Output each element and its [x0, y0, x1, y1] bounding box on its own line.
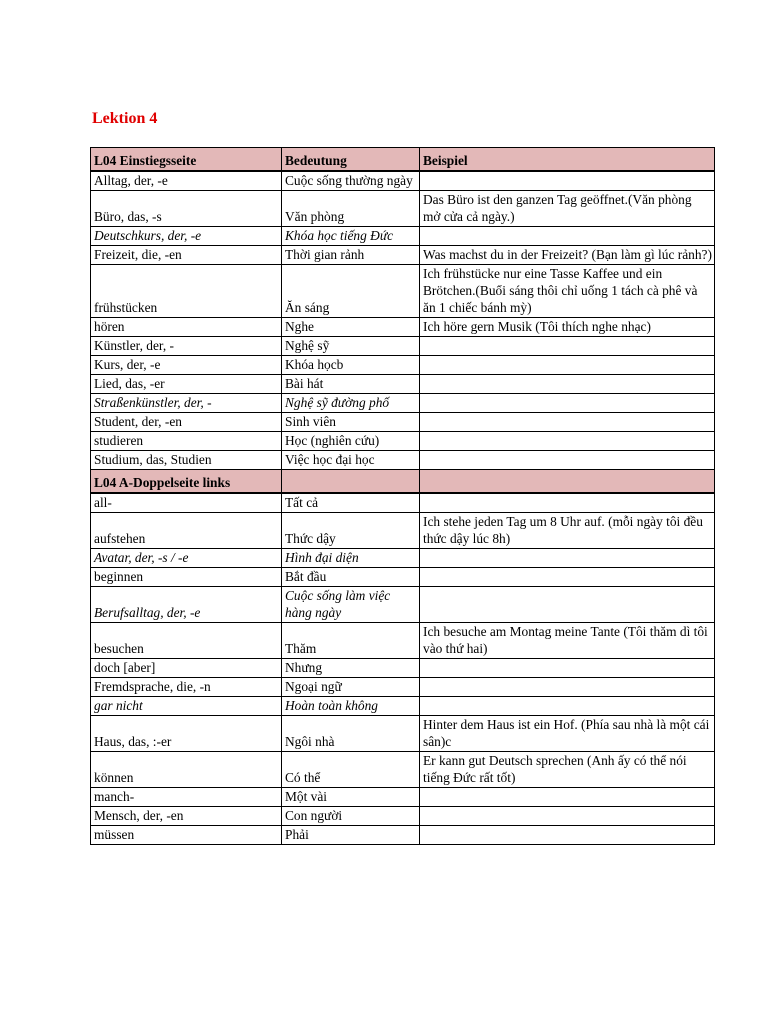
vocab-example-cell: Ich höre gern Musik (Tôi thích nghe nhạc): [420, 318, 715, 337]
vocab-meaning-cell: Nghệ sỹ: [282, 337, 420, 356]
vocab-meaning-cell: Ngôi nhà: [282, 716, 420, 752]
vocab-row: [91, 623, 715, 659]
vocab-word-cell: Künstler, der, -: [91, 337, 282, 356]
vocab-meaning-cell: Có thể: [282, 752, 420, 788]
vocab-meaning-cell: Nghệ sỹ đường phố: [282, 394, 420, 413]
vocab-example-cell: [420, 451, 715, 470]
vocab-word-cell: Kurs, der, -e: [91, 356, 282, 375]
vocab-row: [91, 493, 715, 513]
vocabulary-table: [90, 147, 715, 845]
vocab-word-cell: können: [91, 752, 282, 788]
vocab-row: [91, 191, 715, 227]
vocab-example-cell: Ich frühstücke nur eine Tasse Kaffee und ein Brötchen.(Buổi sáng thôi chỉ uống 1 tách cà phê và ăn 1 chiếc bánh mỳ): [420, 265, 715, 318]
vocab-word-cell: Berufsalltag, der, -e: [91, 587, 282, 623]
vocab-row: [91, 375, 715, 394]
section-meaning-header: [282, 470, 420, 494]
vocab-word-cell: doch [aber]: [91, 659, 282, 678]
vocab-row: [91, 394, 715, 413]
vocab-row: [91, 171, 715, 191]
vocab-row: [91, 678, 715, 697]
vocab-meaning-cell: Ngoại ngữ: [282, 678, 420, 697]
vocab-example-cell: [420, 356, 715, 375]
vocab-meaning-cell: Khóa học tiếng Đức: [282, 227, 420, 246]
vocab-meaning-cell: Thăm: [282, 623, 420, 659]
vocab-word-cell: Freizeit, die, -en: [91, 246, 282, 265]
vocab-example-cell: [420, 587, 715, 623]
vocab-word-cell: Straßenkünstler, der, -: [91, 394, 282, 413]
vocabulary-table-body: [91, 148, 715, 845]
vocab-meaning-cell: Cuộc sống thường ngày: [282, 171, 420, 191]
vocab-meaning-cell: Thức dậy: [282, 513, 420, 549]
vocab-example-cell: [420, 826, 715, 845]
vocab-word-cell: Haus, das, :-er: [91, 716, 282, 752]
vocab-example-cell: [420, 493, 715, 513]
vocab-example-cell: [420, 432, 715, 451]
vocab-meaning-cell: Nghe: [282, 318, 420, 337]
vocab-meaning-cell: Ăn sáng: [282, 265, 420, 318]
vocab-row: [91, 752, 715, 788]
vocab-example-cell: Was machst du in der Freizeit? (Bạn làm gì lúc rảnh?): [420, 246, 715, 265]
vocab-word-cell: Lied, das, -er: [91, 375, 282, 394]
vocab-meaning-cell: Sinh viên: [282, 413, 420, 432]
vocab-example-cell: [420, 568, 715, 587]
vocab-meaning-cell: Hình đại diện: [282, 549, 420, 568]
vocab-word-cell: Studium, das, Studien: [91, 451, 282, 470]
section-example-header: [420, 470, 715, 494]
vocab-example-cell: [420, 394, 715, 413]
vocab-word-cell: Fremdsprache, die, -n: [91, 678, 282, 697]
vocab-meaning-cell: Văn phòng: [282, 191, 420, 227]
vocab-meaning-cell: Hoàn toàn không: [282, 697, 420, 716]
vocab-word-cell: Alltag, der, -e: [91, 171, 282, 191]
vocab-meaning-cell: Bắt đầu: [282, 568, 420, 587]
lesson-title: Lektion 4: [92, 110, 158, 127]
vocab-example-cell: [420, 659, 715, 678]
vocab-word-cell: Avatar, der, -s / -e: [91, 549, 282, 568]
vocab-row: [91, 246, 715, 265]
vocab-meaning-cell: Việc học đại học: [282, 451, 420, 470]
section-header-row: [91, 148, 715, 172]
vocab-word-cell: Büro, das, -s: [91, 191, 282, 227]
vocab-meaning-cell: Cuộc sống làm việc hàng ngày: [282, 587, 420, 623]
vocab-example-cell: [420, 697, 715, 716]
vocab-row: [91, 451, 715, 470]
vocab-meaning-cell: Bài hát: [282, 375, 420, 394]
vocab-meaning-cell: Học (nghiên cứu): [282, 432, 420, 451]
vocab-row: [91, 826, 715, 845]
vocab-meaning-cell: Khóa họcb: [282, 356, 420, 375]
vocab-example-cell: [420, 227, 715, 246]
vocab-example-cell: Er kann gut Deutsch sprechen (Anh ấy có thể nói tiếng Đức rất tốt): [420, 752, 715, 788]
vocab-row: [91, 697, 715, 716]
vocab-example-cell: [420, 413, 715, 432]
vocab-word-cell: Student, der, -en: [91, 413, 282, 432]
vocab-word-cell: frühstücken: [91, 265, 282, 318]
vocab-word-cell: all-: [91, 493, 282, 513]
vocab-row: [91, 568, 715, 587]
vocab-word-cell: studieren: [91, 432, 282, 451]
vocab-example-cell: [420, 807, 715, 826]
vocab-meaning-cell: Con người: [282, 807, 420, 826]
vocab-meaning-cell: Tất cả: [282, 493, 420, 513]
vocab-word-cell: beginnen: [91, 568, 282, 587]
vocab-example-cell: [420, 375, 715, 394]
vocab-row: [91, 227, 715, 246]
vocab-word-cell: manch-: [91, 788, 282, 807]
vocab-meaning-cell: Phải: [282, 826, 420, 845]
vocab-word-cell: aufstehen: [91, 513, 282, 549]
vocab-row: [91, 318, 715, 337]
vocab-row: [91, 659, 715, 678]
vocab-word-cell: besuchen: [91, 623, 282, 659]
vocab-row: [91, 337, 715, 356]
vocab-row: [91, 265, 715, 318]
vocab-meaning-cell: Một vài: [282, 788, 420, 807]
vocab-row: [91, 807, 715, 826]
vocab-word-cell: Mensch, der, -en: [91, 807, 282, 826]
section-header-row: [91, 470, 715, 494]
vocab-word-cell: hören: [91, 318, 282, 337]
vocab-row: [91, 587, 715, 623]
section-word-header: L04 A-Doppelseite links: [91, 470, 282, 494]
vocab-row: [91, 432, 715, 451]
vocab-row: [91, 413, 715, 432]
vocab-example-cell: Ich stehe jeden Tag um 8 Uhr auf. (mỗi ngày tôi đều thức dậy lúc 8h): [420, 513, 715, 549]
vocab-row: [91, 716, 715, 752]
vocab-example-cell: Das Büro ist den ganzen Tag geöffnet.(Văn phòng mở cửa cả ngày.): [420, 191, 715, 227]
vocab-word-cell: müssen: [91, 826, 282, 845]
vocab-row: [91, 549, 715, 568]
vocab-word-cell: Deutschkurs, der, -e: [91, 227, 282, 246]
vocab-example-cell: [420, 678, 715, 697]
vocab-row: [91, 788, 715, 807]
vocab-row: [91, 513, 715, 549]
vocab-meaning-cell: Thời gian rảnh: [282, 246, 420, 265]
vocab-example-cell: [420, 549, 715, 568]
section-word-header: L04 Einstiegsseite: [91, 148, 282, 172]
section-example-header: Beispiel: [420, 148, 715, 172]
vocab-meaning-cell: Nhưng: [282, 659, 420, 678]
vocab-example-cell: [420, 337, 715, 356]
vocab-example-cell: [420, 788, 715, 807]
vocab-example-cell: Ich besuche am Montag meine Tante (Tôi thăm dì tôi vào thứ hai): [420, 623, 715, 659]
vocab-word-cell: gar nicht: [91, 697, 282, 716]
section-meaning-header: Bedeutung: [282, 148, 420, 172]
vocab-example-cell: [420, 171, 715, 191]
vocab-row: [91, 356, 715, 375]
vocab-example-cell: Hinter dem Haus ist ein Hof. (Phía sau nhà là một cái sân)c: [420, 716, 715, 752]
